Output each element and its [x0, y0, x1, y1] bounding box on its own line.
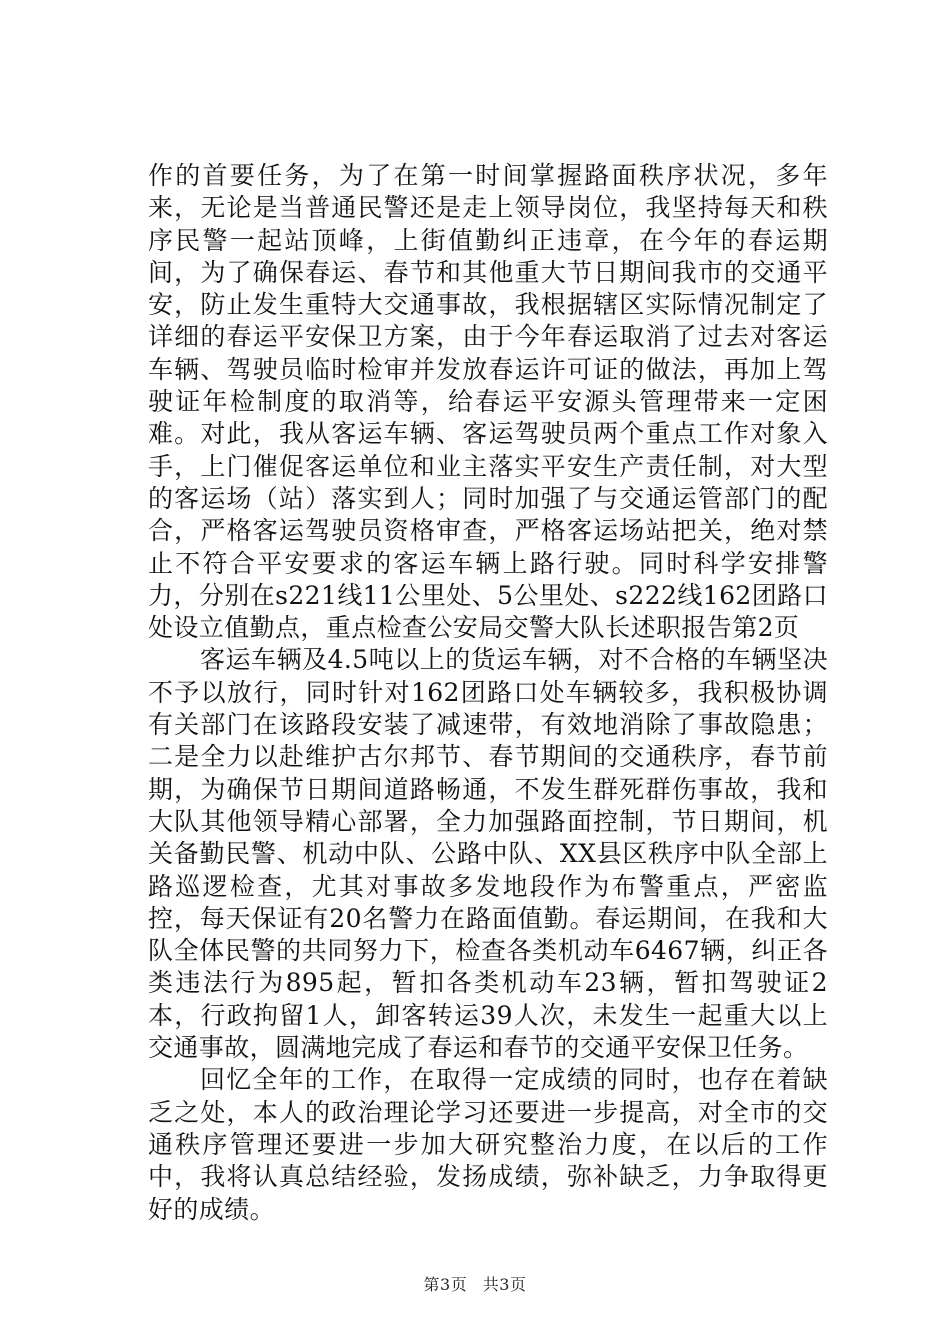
document-body — [148, 160, 828, 1226]
page-footer — [0, 1272, 950, 1295]
page-total: 共3页 — [482, 1275, 527, 1294]
paragraph-3: 回忆全年的工作，在取得一定成绩的同时，也存在着缺乏之处，本人的政治理论学习还要进一步提高，对全市的交通秩序管理还要进一步加大研究整治力度，在以后的工作中，我将认真总结经验，发扬成绩，弥补缺乏，力争取得更好的成绩。 — [148, 1065, 828, 1224]
page-number: 第3页 — [423, 1275, 468, 1294]
paragraph-2: 客运车辆及4.5吨以上的货运车辆，对不合格的车辆坚决不予以放行，同时针对162团路口处车辆较多，我积极协调有关部门在该路段安装了减速带，有效地消除了事故隐患；二是全力以赴维护古尔邦节、春节期间的交通秩序，春节前期，为确保节日期间道路畅通，不发生群死群伤事故，我和大队其他领导精心部署，全力加强路面控制，节日期间，机关备勤民警、机动中队、公路中队、XX县区秩序中队全部上路巡逻检查，尤其对事故多发地段作为布警重点，严密监控，每天保证有20名警力在路面值勤。春运期间，在我和大队全体民警的共同努力下，检查各类机动车6467辆，纠正各类违法行为895起，暂扣各类机动车23辆，暂扣驾驶证2本，行政拘留1人，卸客转运39人次，未发生一起重大以上交通事故，圆满地完成了春运和春节的交通平安保卫任务。 — [148, 645, 828, 1063]
paragraph-1: 作的首要任务，为了在第一时间掌握路面秩序状况，多年来，无论是当普通民警还是走上领导岗位，我坚持每天和秩序民警一起站顶峰，上街值勤纠正违章，在今年的春运期间，为了确保春运、春节和其他重大节日期间我市的交通平安，防止发生重特大交通事故，我根据辖区实际情况制定了详细的春运平安保卫方案，由于今年春运取消了过去对客运车辆、驾驶员临时检审并发放春运许可证的做法，再加上驾驶证年检制度的取消等，给春运平安源头管理带来一定困难。对此，我从客运车辆、客运驾驶员两个重点工作对象入手，上门催促客运单位和业主落实平安生产责任制，对大型的客运场（站）落实到人；同时加强了与交通运管部门的配合，严格客运驾驶员资格审查，严格客运场站把关，绝对禁止不符合平安要求的客运车辆上路行驶。同时科学安排警力，分别在s221线11公里处、5公里处、s222线162团路口处设立值勤点，重点检查公安局交警大队长述职报告第2页 — [148, 161, 828, 643]
